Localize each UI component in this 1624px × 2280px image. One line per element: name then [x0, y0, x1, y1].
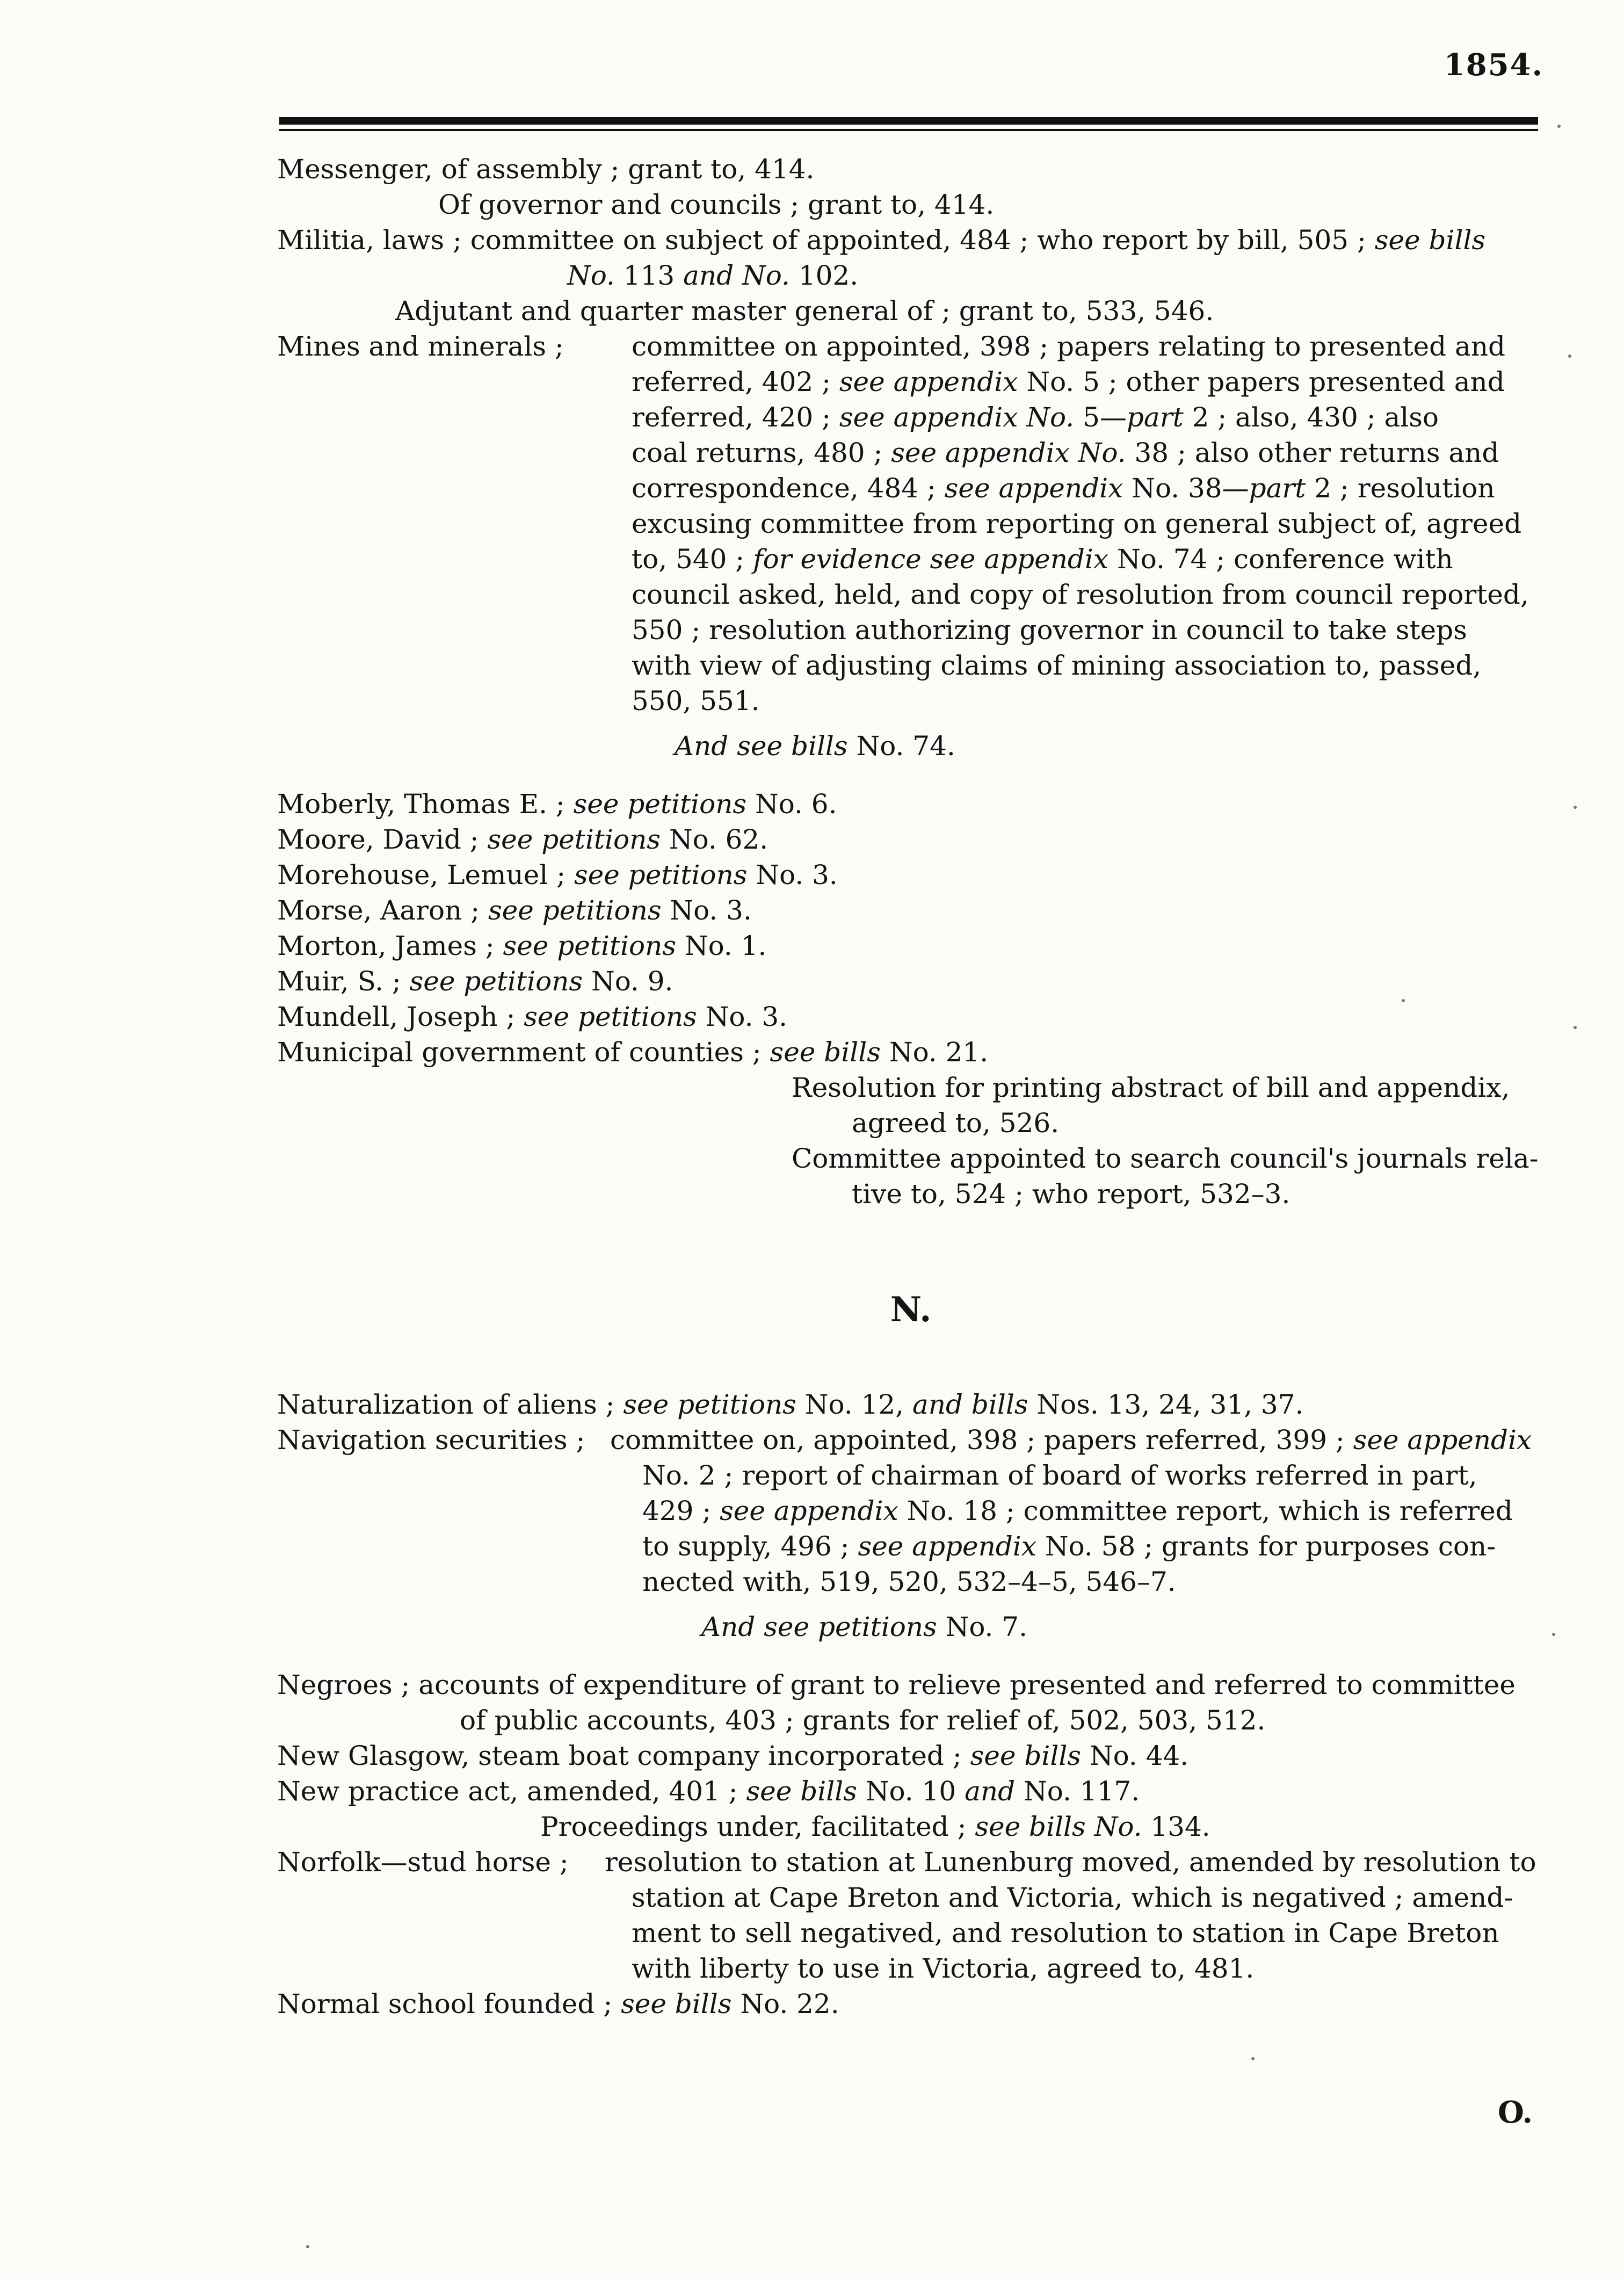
- header-rule-thick: [279, 117, 1538, 125]
- entry-naturalization: Naturalization of aliens ; see petitions No. 12, and bills Nos. 13, 24, 31, 37.: [277, 1389, 1304, 1420]
- entry-municipal-sub1: Resolution for printing abstract of bill and appendix,: [792, 1072, 1510, 1103]
- entry-norfolk-body: station at Cape Breton and Victoria, which is negatived ; amend- ment to sell negatived, and resolution to station in Cape Breton with liberty to use in Victoria, agreed to, 481.: [632, 1882, 1513, 1984]
- entry-navigation-note: And see petitions No. 7.: [701, 1611, 1028, 1642]
- section-letter-n: N.: [890, 1290, 932, 1330]
- entry-morse: Morse, Aaron ; see petitions No. 3.: [277, 895, 752, 926]
- entry-moore: Moore, David ; see petitions No. 62.: [277, 824, 769, 855]
- entry-mundell: Mundell, Joseph ; see petitions No. 3.: [277, 1001, 788, 1032]
- entry-normal-school: Normal school founded ; see bills No. 22.: [277, 1988, 839, 2020]
- print-speck: [306, 2245, 309, 2248]
- entry-messenger-sub: Of governor and councils ; grant to, 414.: [438, 189, 995, 220]
- entry-mines-note: And see bills No. 74.: [675, 730, 955, 762]
- entry-norfolk: Norfolk—stud horse ; resolution to station at Lunenburg moved, amended by resolution to: [277, 1847, 1536, 1878]
- entry-militia-cont: No. 113 and No. 102.: [567, 260, 859, 291]
- print-speck: [1568, 354, 1571, 358]
- entry-mines-body: referred, 402 ; see appendix No. 5 ; other papers presented and referred, 420 ; see appendix No. 5—part 2 ; also, 430 ; also coal returns, 480 ; see appendix No. 38 ; also other returns and correspondence, 484 ; see appendix No. 38—part 2 ; resolution excusing committee from reporting on general subject of, agreed to, 540 ; for evidence see appendix No. 74 ; conference with council asked, held, and copy of resolution from council reported, 550 ; resolution authorizing governor in council to take steps with view of adjusting claims of mining association to, passed, 550, 551.: [632, 366, 1529, 716]
- entry-municipal-sub2: Committee appointed to search council's journals rela-: [792, 1143, 1539, 1174]
- entry-morehouse: Morehouse, Lemuel ; see petitions No. 3.: [277, 859, 838, 891]
- entry-muir: Muir, S. ; see petitions No. 9.: [277, 966, 673, 997]
- entry-municipal-sub2-cont: tive to, 524 ; who report, 532–3.: [852, 1178, 1291, 1210]
- entry-navigation-body: No. 2 ; report of chairman of board of works referred in part, 429 ; see appendix No. 18 ; committee report, which is referred to supply, 496 ; see appendix No. 58 ; grants for purposes con- nected with, 519, 520, 532–4–5, 546–7.: [642, 1460, 1513, 1597]
- page-year: 1854.: [1444, 47, 1543, 83]
- index-entries: [277, 151, 1545, 2022]
- entry-new-glasgow: New Glasgow, steam boat company incorporated ; see bills No. 44.: [277, 1740, 1189, 1771]
- print-speck: [1557, 125, 1561, 128]
- header-rule-thin: [279, 129, 1538, 131]
- entry-morton: Morton, James ; see petitions No. 1.: [277, 930, 767, 961]
- print-speck: [1402, 999, 1405, 1002]
- print-speck: [1574, 1026, 1577, 1029]
- next-section-letter: O.: [1498, 2095, 1533, 2130]
- entry-militia: Militia, laws ; committee on subject of appointed, 484 ; who report by bill, 505 ; see bills: [277, 225, 1486, 256]
- print-speck: [1251, 2057, 1255, 2060]
- print-speck: [1552, 1633, 1555, 1636]
- entry-new-practice: New practice act, amended, 401 ; see bills No. 10 and No. 117.: [277, 1776, 1140, 1807]
- entry-mines: Mines and minerals ; committee on appointed, 398 ; papers relating to presented and: [277, 331, 1506, 362]
- entry-militia-sub: Adjutant and quarter master general of ; grant to, 533, 546.: [395, 295, 1214, 327]
- print-speck: [1574, 806, 1577, 809]
- entry-moberly: Moberly, Thomas E. ; see petitions No. 6.: [277, 788, 837, 820]
- entry-municipal: Municipal government of counties ; see bills No. 21.: [277, 1037, 989, 1068]
- entry-negroes: Negroes ; accounts of expenditure of grant to relieve presented and referred to committee: [277, 1669, 1516, 1700]
- entry-navigation: Navigation securities ; committee on, appointed, 398 ; papers referred, 399 ; see appendix: [277, 1424, 1532, 1456]
- entry-proceedings: Proceedings under, facilitated ; see bills No. 134.: [540, 1811, 1210, 1842]
- entry-negroes-cont: of public accounts, 403 ; grants for relief of, 502, 503, 512.: [460, 1705, 1266, 1736]
- entry-messenger: Messenger, of assembly ; grant to, 414.: [277, 154, 815, 185]
- entry-municipal-sub1-cont: agreed to, 526.: [852, 1108, 1060, 1139]
